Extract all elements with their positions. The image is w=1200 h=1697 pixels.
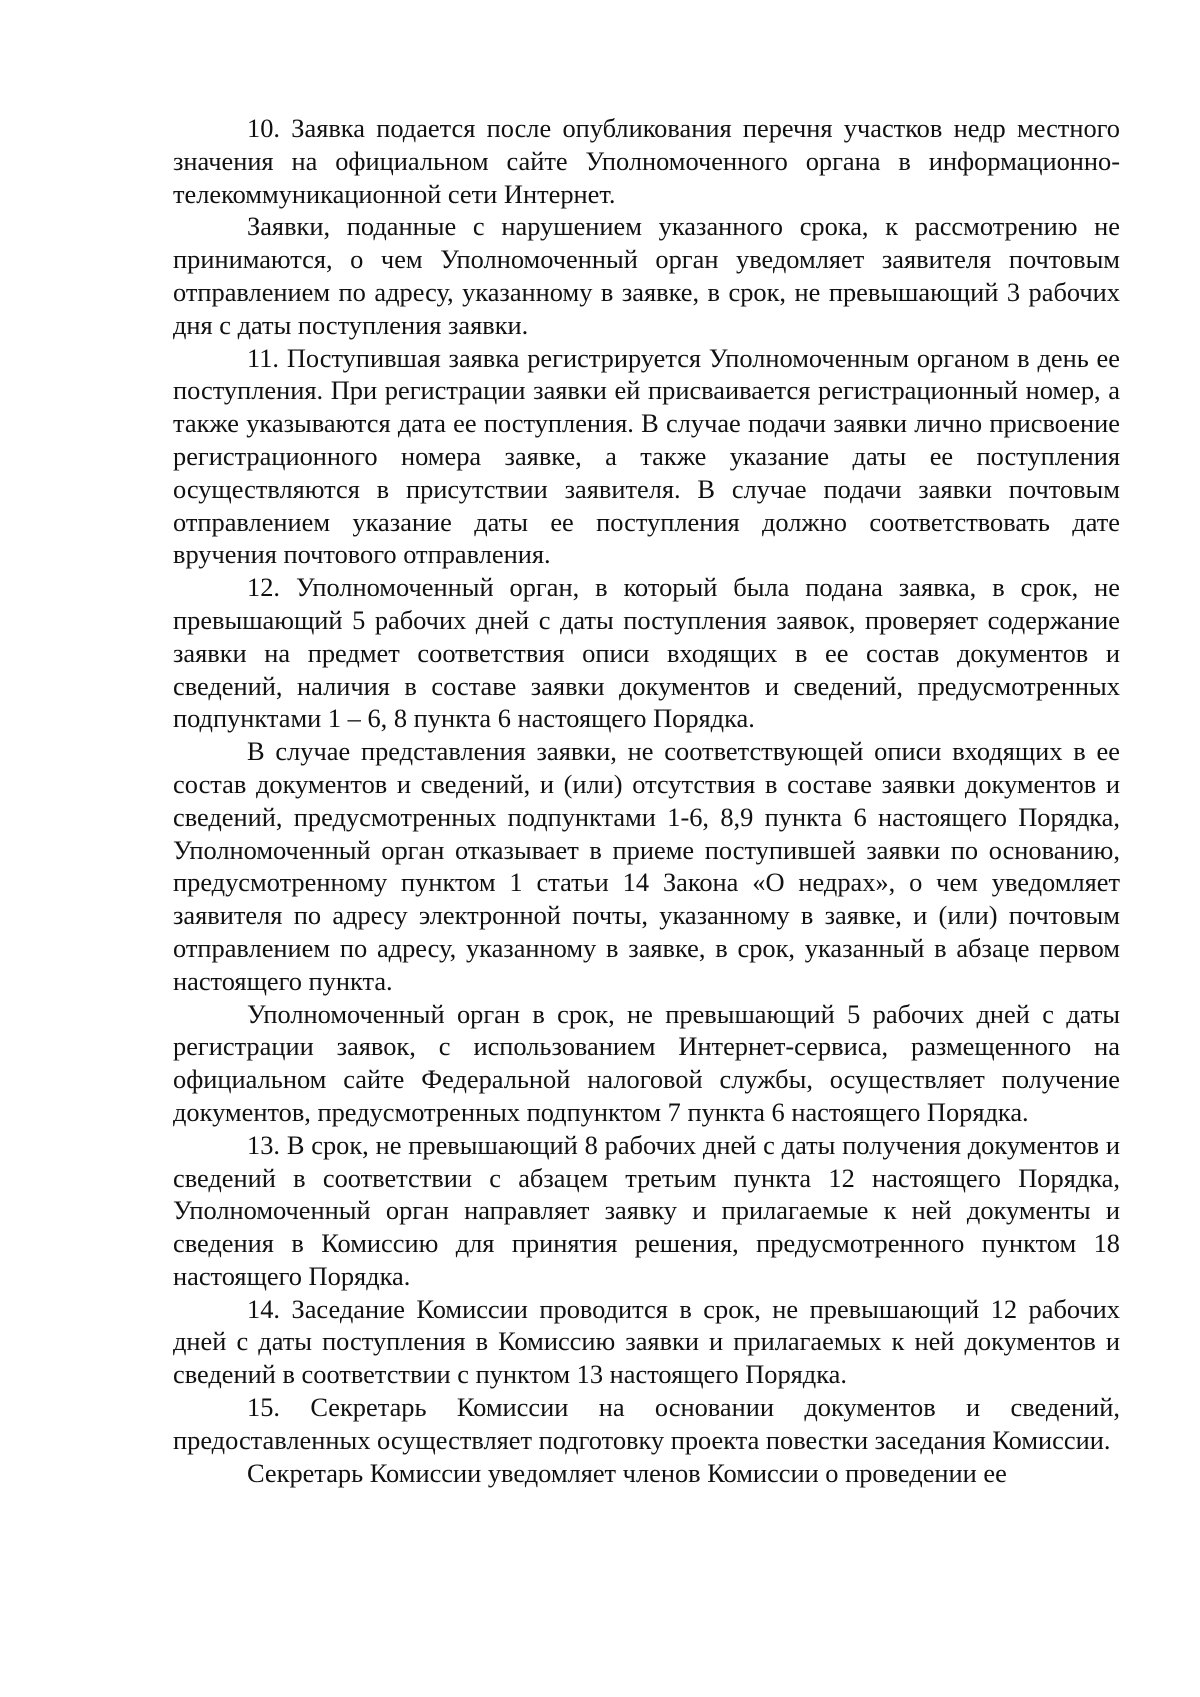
paragraph-10: 10. Заявка подается после опубликования перечня участков недр местного значения на официальном сайте Уполномоченного органа в информационно-телекоммуникационной сети Интернет.: [173, 113, 1120, 209]
paragraph-13: 13. В срок, не превышающий 8 рабочих дней с даты получения документов и сведений в соответствии с абзацем третьим пункта 12 настоящего Порядка, Уполномоченный орган направляет заявку и прилагаемые к ней документы и сведения в Комиссию для принятия решения, предусмотренного пунктом 18 настоящего Порядка.: [173, 1129, 1120, 1291]
paragraph-11: 11. Поступившая заявка регистрируется Уполномоченным органом в день ее поступления. При регистрации заявки ей присваивается регистрационный номер, а также указываются дата ее поступления. В случае подачи заявки лично присвоение регистрационного номера заявке, а также указание даты ее поступления осуществляются в присутствии заявителя. В случае подачи заявки почтовым отправлением указание даты ее поступления должно соответствовать дате вручения почтового отправления.: [173, 342, 1120, 570]
paragraph-12-refusal: В случае представления заявки, не соответствующей описи входящих в ее состав документов и сведений, и (или) отсутствия в составе заявки документов и сведений, предусмотренных подпунктами 1-6, 8,9 пункта 6 настоящего Порядка, Уполномоченный орган отказывает в приеме поступившей заявки по основанию, предусмотренному пунктом 1 статьи 14 Закона «О недрах», о чем уведомляет заявителя по адресу электронной почты, указанному в заявке, и (или) почтовым отправлением по адресу, указанному в заявке, в срок, указанный в абзаце первом настоящего пункта.: [173, 736, 1120, 996]
paragraph-10-late-applications: Заявки, поданные с нарушением указанного срока, к рассмотрению не принимаются, о чем Уполномоченный орган уведомляет заявителя почтовым отправлением по адресу, указанному в заявке, в срок, не превышающий 3 рабочих дня с даты поступления заявки.: [173, 211, 1120, 340]
paragraph-12: 12. Уполномоченный орган, в который была подана заявка, в срок, не превышающий 5 рабочих дней с даты поступления заявок, проверяет содержание заявки на предмет соответствия описи входящих в ее состав документов и сведений, наличия в составе заявки документов и сведений, предусмотренных подпунктами 1 – 6, 8 пункта 6 настоящего Порядка.: [173, 572, 1120, 734]
paragraph-12-tax-service: Уполномоченный орган в срок, не превышающий 5 рабочих дней с даты регистрации заявок, с использованием Интернет-сервиса, размещенного на официальном сайте Федеральной налоговой службы, осуществляет получение документов, предусмотренных подпунктом 7 пункта 6 настоящего Порядка.: [173, 998, 1120, 1127]
document-body: [173, 112, 1120, 1489]
paragraph-15: 15. Секретарь Комиссии на основании документов и сведений, предоставленных осуществляет подготовку проекта повестки заседания Комиссии.: [173, 1392, 1120, 1455]
paragraph-14: 14. Заседание Комиссии проводится в срок, не превышающий 12 рабочих дней с даты поступления в Комиссию заявки и прилагаемых к ней документов и сведений в соответствии с пунктом 13 настоящего Порядка.: [173, 1293, 1120, 1390]
paragraph-15-notification: Секретарь Комиссии уведомляет членов Комиссии о проведении ее: [247, 1457, 1007, 1488]
